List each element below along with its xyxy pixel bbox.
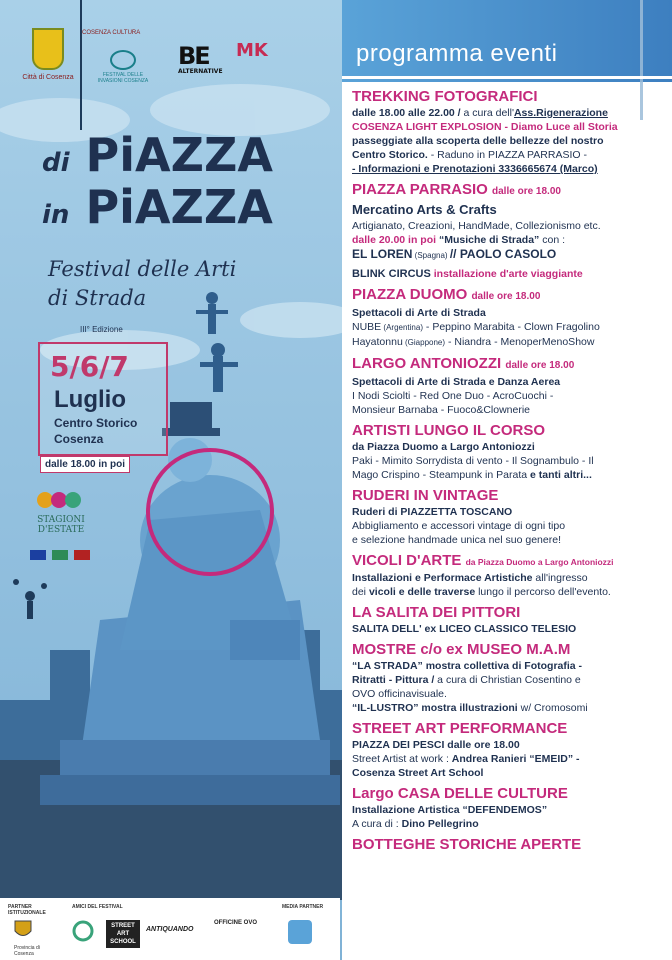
event-text: vicoli e delle traverse xyxy=(368,586,476,598)
provincia-logo xyxy=(14,920,44,957)
title-word-in: in xyxy=(42,200,70,230)
performer-list: Paki - Mimito Sorrydista di vento - Il Sognambulo - Il xyxy=(352,455,594,467)
event-street-art xyxy=(352,720,672,780)
exhibit-title: “IL-LUSTRO” xyxy=(352,702,419,714)
program-panel xyxy=(342,0,672,960)
performer-list: - Niandra - MenoperMenoShow xyxy=(445,336,595,348)
event-text: e selezione handmade unica nel suo genere! xyxy=(352,534,561,546)
street-art-school-logo: STREET ART SCHOOL xyxy=(106,920,140,948)
event-time: dalle ore 18.00 xyxy=(471,291,541,302)
subtitle-line-1: Festival delle Arti xyxy=(48,257,237,281)
performer-name: // PAOLO CASOLO xyxy=(449,247,557,261)
date-location-2: Cosenza xyxy=(54,432,104,446)
event-subtitle: Spettacoli di Arte di Strada xyxy=(352,307,486,319)
event-organizer: Ass.Rigenerazione xyxy=(513,107,608,119)
mk-logo: MK xyxy=(236,40,268,61)
event-title: RUDERI IN VINTAGE xyxy=(352,487,499,504)
event-botteghe xyxy=(352,836,672,854)
performer-country: (Giappone) xyxy=(402,338,446,347)
event-text: a cura di Christian Cosentino e xyxy=(434,674,581,686)
event-title: PIAZZA PARRASIO xyxy=(352,181,488,198)
performer-name: EL LOREN xyxy=(352,247,413,261)
exhibit-title: “LA STRADA” xyxy=(352,660,423,672)
sponsor-logos xyxy=(18,28,268,98)
event-text: w/ Cromosomi xyxy=(517,702,588,714)
cosenza-cultura-logo: COSENZA CULTURA xyxy=(82,30,141,36)
event-title: BOTTEGHE STORICHE APERTE xyxy=(352,836,582,853)
performer-name: Hayatonnu xyxy=(352,336,403,348)
event-text: all'ingresso xyxy=(532,572,588,584)
event-time: dalle 20.00 in poi xyxy=(352,234,437,246)
festival-invasioni-logo xyxy=(90,50,156,84)
event-subtitle: COSENZA LIGHT EXPLOSION - Diamo Luce all Storia xyxy=(352,121,618,133)
event-trekking xyxy=(352,88,672,176)
event-title: PIAZZA DUOMO xyxy=(352,286,468,303)
event-title: ARTISTI LUNGO IL CORSO xyxy=(352,422,546,439)
amici-logo xyxy=(72,920,94,947)
event-title: Largo CASA DELLE CULTURE xyxy=(352,785,568,802)
event-duomo xyxy=(352,286,672,350)
event-text: e tanti altri... xyxy=(530,469,592,481)
event-subtitle: Installazioni e Performace Artistiche xyxy=(352,572,533,584)
event-subtitle: SALITA DELL' ex LICEO CLASSICO TELESIO xyxy=(352,623,577,635)
event-location: da Piazza Duomo a Largo Antoniozzi xyxy=(465,557,614,567)
event-subtitle: Ruderi di PIAZZETTA TOSCANO xyxy=(352,506,513,518)
provincia-crest-icon xyxy=(14,920,32,940)
festival-subtitle xyxy=(48,255,236,313)
event-text: - Raduno in PIAZZA PARRASIO - xyxy=(427,149,587,161)
performer-list: Monsieur Barnaba - Fuoco&Clownerie xyxy=(352,404,531,416)
event-text: Abbigliamento e accessori vintage di ogni tipo xyxy=(352,520,566,532)
performer-name: Cosenza Street Art School xyxy=(352,767,484,779)
program-heading-rule xyxy=(342,76,672,79)
performer-list: I Nodi Sciolti - Red One Duo - AcroCuochi - xyxy=(352,390,554,402)
program-list xyxy=(352,88,672,854)
event-casa-culture xyxy=(352,785,672,831)
event-text: OVO officinavisuale. xyxy=(352,688,447,700)
title-line-2 xyxy=(42,180,273,234)
stagioni-shape-icon xyxy=(35,490,87,510)
event-text: passeggiate alla scoperta delle bellezze del nostro xyxy=(352,135,604,147)
be-label: BE xyxy=(178,42,209,70)
event-time: dalle ore 18.00 xyxy=(492,186,561,197)
event-text: dei xyxy=(352,586,369,598)
event-subtitle: Mercatino Arts & Crafts xyxy=(352,202,497,217)
event-pittori xyxy=(352,604,672,636)
start-time-badge: dalle 18.00 in poi xyxy=(40,456,130,473)
antiquando-logo: ANTIQUANDO xyxy=(146,926,194,933)
performer-country: (Argentina) xyxy=(381,323,423,332)
event-corso xyxy=(352,422,672,482)
event-text: Ritratti - Pittura / xyxy=(352,674,435,686)
eu-funding-logos xyxy=(30,548,94,564)
partners-footer xyxy=(0,898,340,960)
event-subtitle: Installazione Artistica “DEFENDEMOS” xyxy=(352,804,548,816)
event-text: a cura dell' xyxy=(460,107,514,119)
event-subtitle: da Piazza Duomo a Largo Antoniozzi xyxy=(352,441,535,453)
date-month: Luglio xyxy=(54,386,126,413)
title-word-di: di xyxy=(42,148,70,178)
event-text: Street Artist at work : xyxy=(352,753,452,765)
title-line-1 xyxy=(42,128,273,182)
partner-name: Provincia di Cosenza xyxy=(14,945,40,957)
media-partner-logo xyxy=(288,920,312,944)
performer-name: NUBE xyxy=(352,321,382,333)
event-title: STREET ART PERFORMANCE xyxy=(352,720,568,737)
city-crest-icon xyxy=(32,28,64,70)
festival-logo-label: FESTIVAL DELLE INVASIONI COSENZA xyxy=(97,72,149,84)
subtitle-line-2: di Strada xyxy=(48,286,147,310)
amici-swirl-icon xyxy=(72,920,94,942)
title-word-piazza-2: PiAZZA xyxy=(85,180,273,234)
date-location-1: Centro Storico xyxy=(54,416,138,430)
eu-flags-icon xyxy=(30,548,94,562)
event-title: MOSTRE c/o ex MUSEO M.A.M xyxy=(352,641,571,658)
date-days: 5/6/7 xyxy=(50,350,129,383)
program-heading: programma eventi xyxy=(356,40,558,67)
event-title: TREKKING FOTOGRAFICI xyxy=(352,88,538,105)
city-logo xyxy=(18,28,78,81)
be-sub-label: ALTERNATIVE xyxy=(178,68,223,75)
officine-ovo-logo: OFFICINE OVO xyxy=(214,920,258,926)
amici-label: AMICI DEL FESTIVAL xyxy=(72,904,123,910)
event-title: VICOLI D'ARTE xyxy=(352,552,462,569)
edition-label: III° Edizione xyxy=(80,325,123,334)
event-title: LARGO ANTONIOZZI xyxy=(352,355,502,372)
event-subtitle: PIAZZA DEI PESCI dalle ore 18.00 xyxy=(352,739,520,751)
event-text: Centro Storico. xyxy=(352,149,428,161)
event-time: dalle ore 18.00 xyxy=(505,360,575,371)
media-partner-label: MEDIA PARTNER xyxy=(282,904,324,910)
event-text: “Musiche di Strada” xyxy=(436,234,540,246)
performer-country: (Spagna) xyxy=(412,251,450,260)
event-subtitle: Spettacoli di Arte di Strada e Danza Aerea xyxy=(352,376,561,388)
event-text: installazione d'arte viaggiante xyxy=(430,268,583,280)
title-word-piazza-1: PiAZZA xyxy=(85,128,273,182)
partner-label: PARTNER ISTITUZIONALE xyxy=(8,904,46,916)
event-text: lungo il percorso dell'evento. xyxy=(475,586,611,598)
event-text: Artigianato, Creazioni, HandMade, Collezionismo etc. xyxy=(352,220,601,232)
performer-name: Dino Pellegrino xyxy=(401,818,479,830)
event-parrasio xyxy=(352,181,672,281)
event-time: dalle 18.00 alle 22.00 / xyxy=(352,107,461,119)
be-alternative-logo xyxy=(178,44,232,75)
event-text: A cura di : xyxy=(352,818,402,830)
stagioni-estate-logo xyxy=(26,490,96,535)
event-text: mostra collettiva di Fotografia - xyxy=(422,660,583,672)
event-text: con : xyxy=(539,234,565,246)
performer-list: - Peppino Marabita - Clown Fragolino xyxy=(422,321,600,333)
festival-swirl-icon xyxy=(110,50,136,70)
stagioni-label: STAGIONI D'ESTATE xyxy=(37,515,85,535)
event-title: LA SALITA DEI PITTORI xyxy=(352,604,521,621)
event-antoniozzi xyxy=(352,355,672,417)
event-ruderi xyxy=(352,487,672,547)
performer-list: Mago Crispino - Steampunk in Parata xyxy=(352,469,531,481)
performer-name: Andrea Ranieri “EMEID” - xyxy=(451,753,580,765)
city-label: Città di Cosenza xyxy=(22,74,74,81)
date-box xyxy=(38,342,168,456)
event-text: mostra illustrazioni xyxy=(418,702,518,714)
performer-name: BLINK CIRCUS xyxy=(352,268,431,280)
event-contact: - Informazioni e Prenotazioni 3336665674 (Marco) xyxy=(352,163,598,175)
event-mam xyxy=(352,641,672,715)
event-vicoli xyxy=(352,552,672,599)
